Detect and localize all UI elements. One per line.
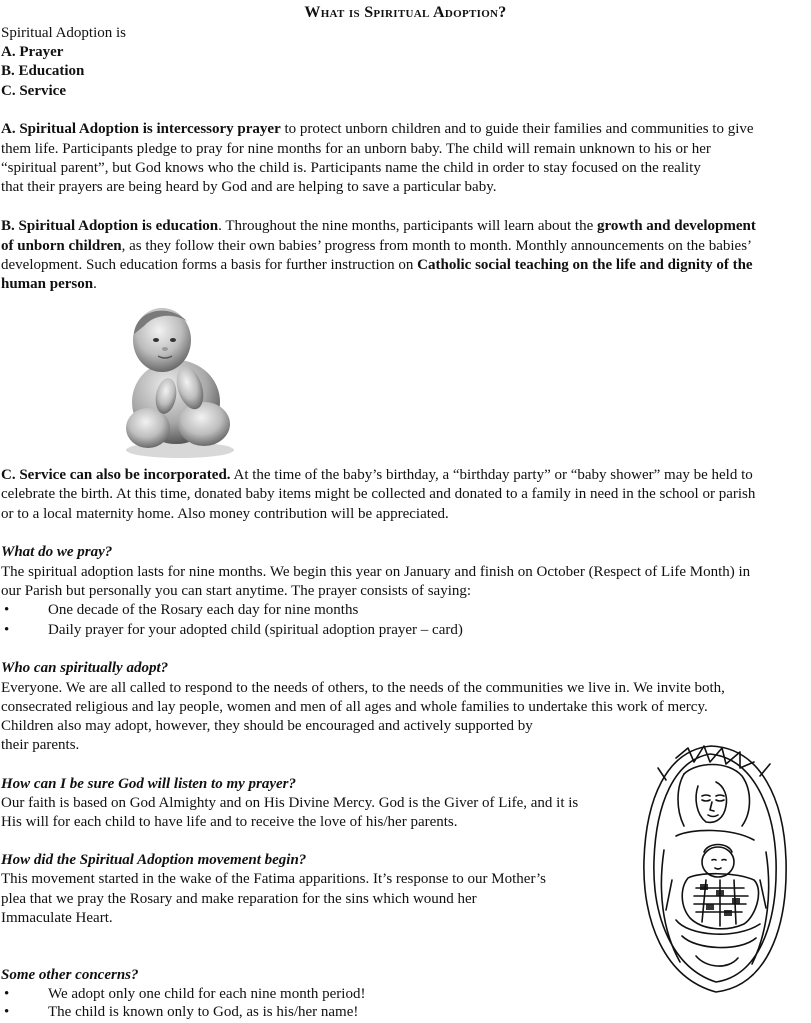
who-heading: Who can spiritually adopt? [1, 660, 169, 676]
concerns-bullet-1: We adopt only one child for each nine month period! [48, 986, 366, 1002]
section-c-line-3: or to a local maternity home. Also money contribution will be appreciated. [1, 506, 449, 522]
section-a-line-2: them life. Participants pledge to pray for nine months for an unborn baby. The child will remain unknown to his or her [1, 141, 711, 157]
section-b-line-3 [1, 256, 753, 276]
intro-item-service: C. Service [1, 83, 66, 99]
begin-line-1: This movement started in the wake of the Fatima apparitions. It’s response to our Mother’s [1, 871, 547, 887]
intro-item-prayer: A. Prayer [1, 44, 64, 60]
section-a-lead: A. Spiritual Adoption is intercessory prayer [1, 121, 281, 137]
section-b-text-3: development. Such education forms a basis for further instruction on [1, 257, 418, 273]
section-a-line-1 [1, 120, 754, 140]
section-c-line-1 [1, 466, 753, 486]
concerns-bullet-2: The child is known only to God, as is his/her name! [48, 1004, 359, 1020]
section-c-lead: C. Service can also be incorporated. [1, 467, 231, 483]
section-a-text: to protect unborn children and to guide their families and communities to give [280, 121, 754, 137]
bullet-icon: • [4, 1004, 10, 1020]
section-b-bold-2: of unborn children [1, 238, 122, 254]
begin-heading: How did the Spiritual Adoption movement begin? [1, 852, 307, 868]
section-b-lead: B. Spiritual Adoption is education [1, 218, 219, 234]
bullet-icon: • [4, 622, 10, 638]
page-title: What is Spiritual Adoption? [304, 4, 507, 21]
bullet-icon: • [4, 602, 10, 618]
pray-bullet-2: Daily prayer for your adopted child (spiritual adoption prayer – card) [48, 622, 463, 638]
intro-line: Spiritual Adoption is [1, 25, 127, 41]
baby-photo [118, 300, 236, 460]
pray-heading: What do we pray? [1, 544, 113, 560]
section-b-line-2 [1, 237, 752, 257]
section-b-bold-3: Catholic social teaching on the life and dignity of the [417, 257, 753, 273]
section-a-line-4: that their prayers are being heard by God and are helping to save a particular baby. [1, 179, 497, 195]
sure-heading: How can I be sure God will listen to my prayer? [1, 776, 297, 792]
section-b-bold-1: growth and development [596, 218, 756, 234]
section-b-text: . Throughout the nine months, participants will learn about the [218, 218, 597, 234]
section-b-end: . [93, 276, 97, 292]
section-c-line-2: celebrate the birth. At this time, donated baby items might be collected and donated to a family in need in the school or parish [1, 486, 756, 502]
begin-line-3: Immaculate Heart. [1, 910, 113, 926]
bullet-icon: • [4, 986, 10, 1002]
sure-line-2: His will for each child to have life and to receive the love of his/her parents. [1, 814, 458, 830]
section-c-text: At the time of the baby’s birthday, a “birthday party” or “baby shower” may be held to [230, 467, 753, 483]
pray-bullet-1: One decade of the Rosary each day for nine months [48, 602, 359, 618]
pray-line-1: The spiritual adoption lasts for nine months. We begin this year on January and finish on October (Respect of Life Month) in [1, 564, 751, 580]
pray-line-2: our Parish but personally you can start anytime. The prayer consists of saying: [1, 583, 472, 599]
begin-line-2: plea that we pray the Rosary and make reparation for the sins which wound her [1, 891, 477, 907]
section-b-text-2: , as they follow their own babies’ progress from month to month. Monthly announcements on the babies’ [121, 238, 753, 254]
section-b-line-1 [1, 217, 756, 237]
intro-item-education: B. Education [1, 63, 85, 79]
madonna-and-child-drawing [636, 740, 794, 998]
section-b-line-4 [1, 275, 97, 295]
who-line-2: consecrated religious and lay people, women and men of all ages and whole families to undertake this work of mercy. [1, 699, 708, 715]
who-line-3: Children also may adopt, however, they should be encouraged and actively supported by [1, 718, 533, 734]
sure-line-1: Our faith is based on God Almighty and on His Divine Mercy. God is the Giver of Life, and it is [1, 795, 579, 811]
who-line-1: Everyone. We are all called to respond to the needs of others, to the needs of the communities we live in. We invite both, [1, 680, 725, 696]
who-line-4: their parents. [1, 737, 80, 753]
concerns-heading: Some other concerns? [1, 967, 139, 983]
section-a-line-3: “spiritual parent”, but God knows who the child is. Participants name the child in order to stay focused on the reality [1, 160, 701, 176]
section-b-bold-4: human person [1, 276, 94, 292]
